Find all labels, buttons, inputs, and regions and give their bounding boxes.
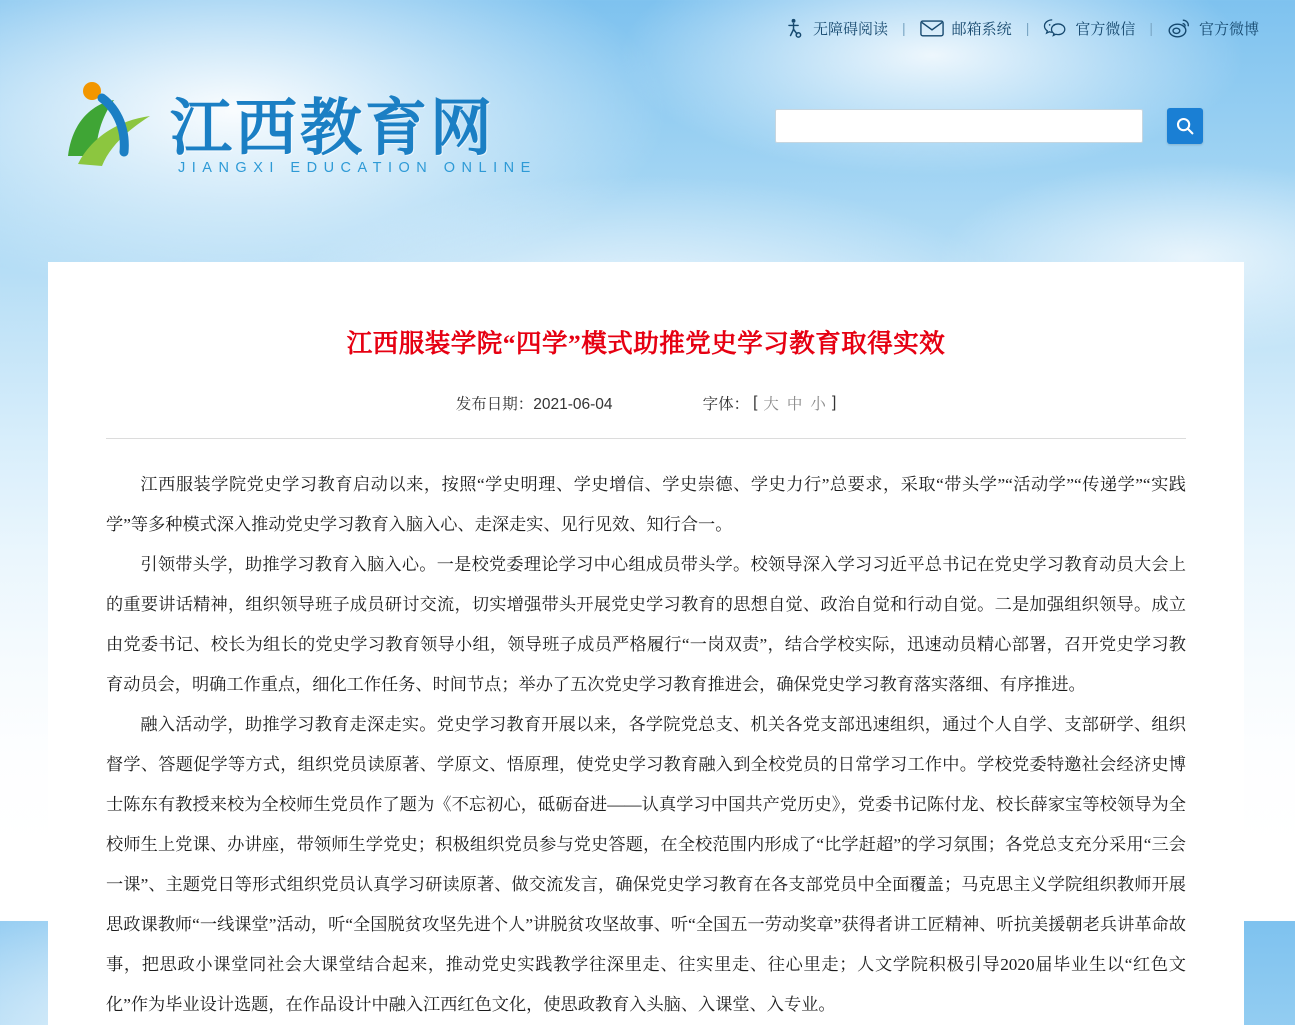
site-logo-mark-icon xyxy=(62,78,158,174)
publish-date xyxy=(456,392,613,414)
top-link-mail-label: 邮箱系统 xyxy=(951,20,1012,38)
publish-date-value: 2021-06-04 xyxy=(533,396,613,413)
site-header xyxy=(0,56,1295,206)
font-size-large[interactable]: 大 xyxy=(763,396,779,413)
accessibility-icon xyxy=(783,17,805,39)
top-link-accessibility[interactable] xyxy=(783,17,888,39)
search-button[interactable] xyxy=(1167,108,1203,144)
search-icon xyxy=(1175,116,1195,136)
font-size-small[interactable]: 小 xyxy=(810,396,826,413)
weibo-icon xyxy=(1167,17,1191,39)
font-size-label: 字体： xyxy=(702,396,750,413)
font-size-control xyxy=(703,392,837,414)
site-logo-text: 江西教育网 xyxy=(170,95,496,163)
font-size-bracket-right: ] xyxy=(831,394,837,411)
font-size-bracket-left: [ xyxy=(753,394,758,411)
article-card xyxy=(48,262,1244,1025)
top-separator: | xyxy=(902,20,906,36)
top-link-weibo[interactable] xyxy=(1167,17,1259,39)
top-link-accessibility-label: 无障碍阅读 xyxy=(813,20,889,38)
utility-top-bar xyxy=(0,0,1295,56)
top-separator: | xyxy=(1025,20,1030,36)
mail-icon xyxy=(920,18,944,38)
top-link-weibo-label: 官方微博 xyxy=(1198,20,1259,38)
site-logo[interactable] xyxy=(62,74,537,189)
top-link-mail[interactable] xyxy=(920,18,1012,39)
page-title: 江西服装学院“四学”模式助推党史学习教育取得实效 xyxy=(346,329,946,358)
search-box[interactable] xyxy=(775,109,1143,143)
top-link-wechat[interactable] xyxy=(1043,17,1135,39)
wechat-icon xyxy=(1043,17,1067,39)
article-paragraph: 融入活动学，助推学习教育走深走实。党史学习教育开展以来，各学院党总支、机关各党支部迅速组织，通过个人自学、支部研学、组织督学、答题促学等方式，组织党员读原著、学原文、悟原理，使党史学习教育融入到全校党员的日常学习工作中。学校党委特邀社会经济史博士陈东有教授来校为全校师生党员作了题为《不忘初心，砥砺奋进——认真学习中国共产党历史》，党委书记陈付龙、校长薛家宝等校领导为全校师生上党课、办讲座，带领师生学党史；积极组织党员参与党史答题，在全校范围内形成了“比学赶超”的学习氛围；各党总支充分采用“三会一课”、主题党日等形式组织党员认真学习研读原著、做交流发言，确保党史学习教育在各支部党员中全面覆盖；马克思主义学院组织教师开展思政课教师“一线课堂”活动，听“全国脱贫攻坚先进个人”讲脱贫攻坚故事、听“全国五一劳动奖章”获得者讲工匠精神、听抗美援朝老兵讲革命故事，把思政小课堂同社会大课堂结合起来，推动党史实践教学往深里走、往实里走、往心里走；人文学院积极引导2020届毕业生以“红色文化”作为毕业设计选题，在作品设计中融入江西红色文化，使思政教育入头脑、入课堂、入专业。 xyxy=(106,715,1186,1014)
top-separator: | xyxy=(1149,20,1153,36)
search-input[interactable] xyxy=(776,110,1142,142)
article-paragraph: 江西服装学院党史学习教育启动以来，按照“学史明理、学史增信、学史崇德、学史力行”总要求，采取“带头学”“活动学”“传递学”“实践学”等多种模式深入推动党史学习教育入脑入心、走深走实、见行见效、知行合一。 xyxy=(106,475,1186,534)
font-size-medium[interactable]: 中 xyxy=(786,396,803,413)
top-link-wechat-label: 官方微信 xyxy=(1075,20,1136,38)
site-logo-subtext: JIANGXI EDUCATION ONLINE xyxy=(178,160,537,176)
article-body xyxy=(48,439,1244,1025)
publish-date-label: 发布日期： xyxy=(455,396,534,413)
article-meta xyxy=(48,392,1244,414)
article-paragraph: 引领带头学，助推学习教育入脑入心。一是校党委理论学习中心组成员带头学。校领导深入学习习近平总书记在党史学习教育动员大会上的重要讲话精神，组织领导班子成员研讨交流，切实增强带头开展党史学习教育的思想自觉、政治自觉和行动自觉。二是加强组织领导。成立由党委书记、校长为组长的党史学习教育领导小组，领导班子成员严格履行“一岗双责”，结合学校实际，迅速动员精心部署，召开党史学习教育动员会，明确工作重点，细化工作任务、时间节点；举办了五次党史学习教育推进会，确保党史学习教育落实落细、有序推进。 xyxy=(106,555,1186,694)
